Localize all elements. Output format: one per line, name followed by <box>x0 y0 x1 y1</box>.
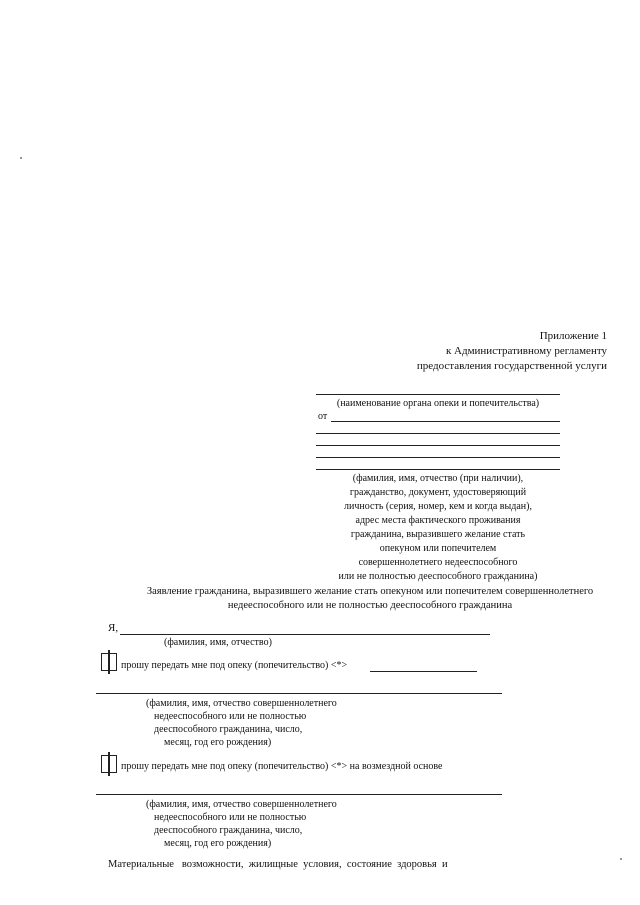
scan-speck <box>20 157 22 159</box>
option-1-text: прошу передать мне под опеку (попечительство) <*> <box>121 660 348 671</box>
applicant-caption-1: (фамилия, имя, отчество (при наличии), <box>352 473 524 484</box>
applicant-caption-7: совершеннолетнего недееспособного <box>358 557 518 568</box>
ya-label: Я, <box>108 622 119 634</box>
statement-title-line-1: Заявление гражданина, выразившего желание стать опекуном или попечителем совершеннолетнего <box>146 586 594 597</box>
applicant-caption-5: гражданина, выразившего желание стать <box>350 529 526 540</box>
option-2-caption-4: месяц, год его рождения) <box>164 838 272 849</box>
appendix-number: Приложение 1 <box>539 330 607 342</box>
option-2-caption-2: недееспособного или не полностью <box>154 812 307 823</box>
option-2-caption-1: (фамилия, имя, отчество совершеннолетнего <box>146 799 337 810</box>
option-1-caption-1: (фамилия, имя, отчество совершеннолетнего <box>146 698 337 709</box>
option-1-caption-3: дееспособного гражданина, число, <box>154 724 303 735</box>
applicant-caption-2: гражданство, документ, удостоверяющий <box>349 487 527 498</box>
applicant-name-caption: (фамилия, имя, отчество) <box>164 637 272 648</box>
option-1-inline-line[interactable] <box>370 671 477 672</box>
applicant-line-5[interactable] <box>316 469 560 470</box>
from-line[interactable] <box>331 421 560 422</box>
option-1-caption-2: недееспособного или не полностью <box>154 711 307 722</box>
applicant-name-line[interactable] <box>120 634 490 635</box>
from-label: от <box>318 411 328 422</box>
option-2-text: прошу передать мне под опеку (попечительство) <*> на возмездной основе <box>121 761 443 772</box>
applicant-line-4[interactable] <box>316 457 560 458</box>
applicant-caption-4: адрес места фактического проживания <box>355 515 521 526</box>
applicant-line-2[interactable] <box>316 433 560 434</box>
option-1-checkbox[interactable] <box>101 653 117 671</box>
option-1-caption-4: месяц, год его рождения) <box>164 737 272 748</box>
scan-speck <box>620 858 622 860</box>
material-conditions-line: Материальные возможности, жилищные условия, состояние здоровья и <box>108 859 448 870</box>
option-2-caption-3: дееспособного гражданина, число, <box>154 825 303 836</box>
organ-name-line[interactable] <box>316 394 560 395</box>
option-2-ward-line[interactable] <box>96 794 502 795</box>
applicant-caption-6: опекуном или попечителем <box>379 543 497 554</box>
appendix-regulation: к Административному регламенту <box>445 345 607 357</box>
applicant-line-3[interactable] <box>316 445 560 446</box>
appendix-service: предоставления государственной услуги <box>416 360 607 372</box>
statement-title-line-2: недееспособного или не полностью дееспособного гражданина <box>227 600 513 611</box>
option-2-checkbox[interactable] <box>101 755 117 773</box>
organ-name-caption: (наименование органа опеки и попечительства) <box>336 398 540 409</box>
applicant-caption-3: личность (серия, номер, кем и когда выдан), <box>344 501 532 512</box>
applicant-caption-8: или не полностью дееспособного гражданина) <box>338 571 538 582</box>
option-1-ward-line[interactable] <box>96 693 502 694</box>
